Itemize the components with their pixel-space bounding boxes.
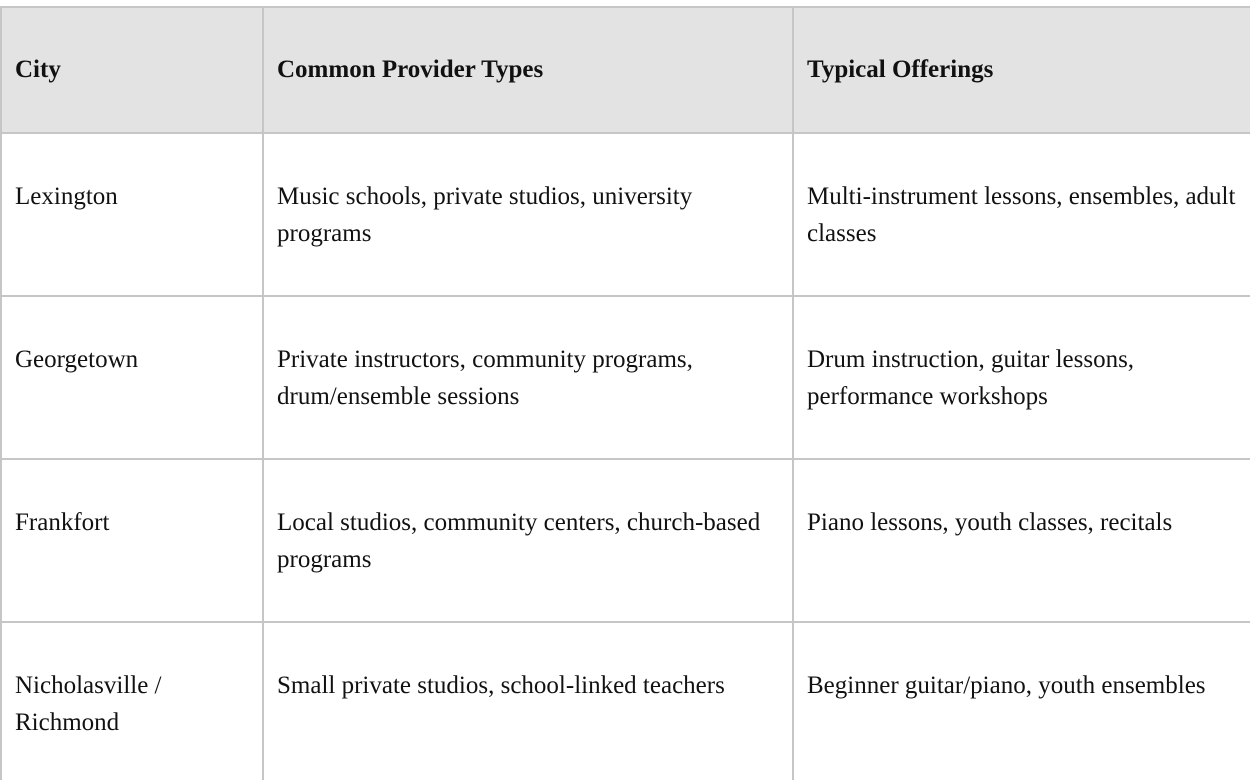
cell-typical-offerings: Multi-instrument lessons, ensembles, adult classes xyxy=(793,133,1250,296)
cell-typical-offerings: Piano lessons, youth classes, recitals xyxy=(793,459,1250,622)
cell-city: Lexington xyxy=(1,133,263,296)
table-row xyxy=(1,296,1250,459)
header-city: City xyxy=(1,7,263,133)
table-row xyxy=(1,459,1250,622)
cell-provider-types: Music schools, private studios, university programs xyxy=(263,133,793,296)
cell-provider-types: Local studios, community centers, church-based programs xyxy=(263,459,793,622)
header-provider-types: Common Provider Types xyxy=(263,7,793,133)
table-row xyxy=(1,133,1250,296)
cell-provider-types: Small private studios, school-linked teachers xyxy=(263,622,793,780)
cell-city: Nicholasville / Richmond xyxy=(1,622,263,780)
table-row xyxy=(1,622,1250,780)
cell-provider-types: Private instructors, community programs, drum/ensemble sessions xyxy=(263,296,793,459)
cell-city: Frankfort xyxy=(1,459,263,622)
cell-typical-offerings: Beginner guitar/piano, youth ensembles xyxy=(793,622,1250,780)
cell-city: Georgetown xyxy=(1,296,263,459)
table-header-row xyxy=(1,7,1250,133)
cell-typical-offerings: Drum instruction, guitar lessons, performance workshops xyxy=(793,296,1250,459)
providers-table xyxy=(0,6,1250,780)
header-typical-offerings: Typical Offerings xyxy=(793,7,1250,133)
